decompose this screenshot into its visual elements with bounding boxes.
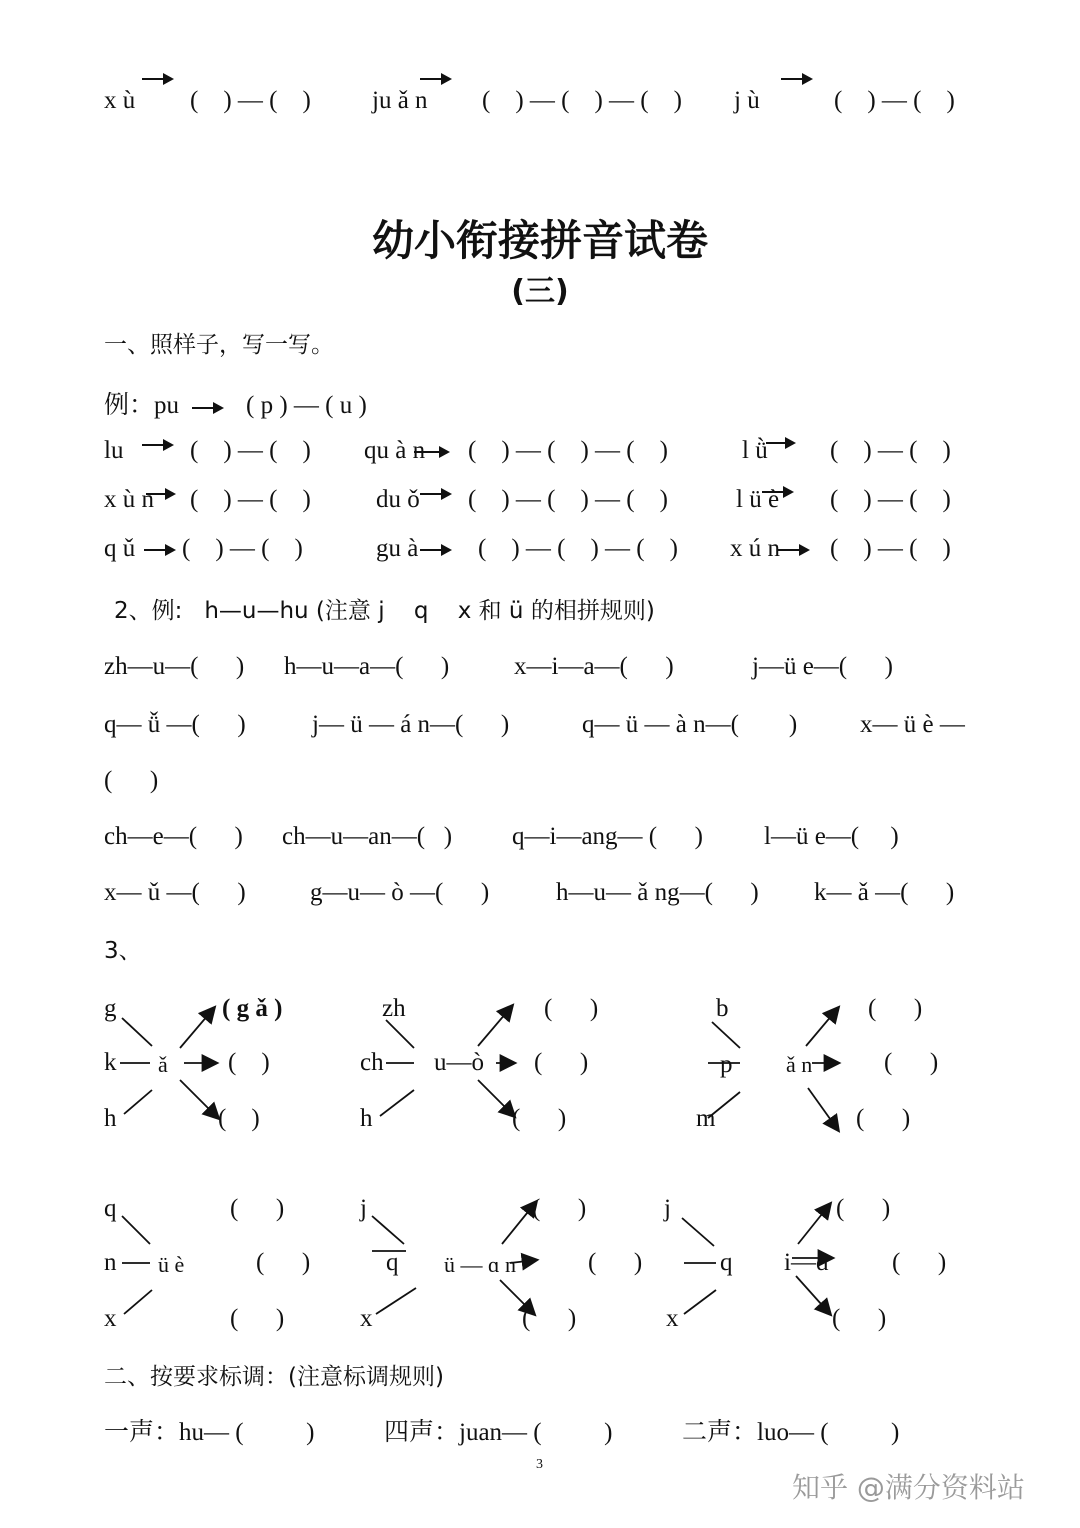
s1-r2-c1-syllable: x ù n [104, 486, 154, 513]
page-subtitle: (三) [511, 274, 569, 309]
arrow-icon [142, 444, 172, 446]
s3-g5-answer: ( ) [522, 1305, 577, 1332]
s2-item: q— ǚ —( ) [104, 711, 246, 738]
s1-r3-c3-slots: ( ) — ( ) [830, 535, 951, 562]
arrow-icon [778, 549, 808, 551]
s3-g1-final: ǎ [158, 1052, 168, 1077]
s3-g3-final: ǎ n [786, 1052, 813, 1077]
top-syllable-3: j ù [734, 87, 760, 114]
s2-item: ch—u—an—( ) [282, 823, 453, 850]
s2-item: x— ǔ —( ) [104, 879, 246, 906]
s2-item: g—u— ò —( ) [310, 879, 490, 906]
watermark: 知乎 @满分资料站 [792, 1471, 1025, 1504]
s3-g2-initial: zh [382, 995, 406, 1022]
s3-g4-final: ü è [158, 1252, 185, 1277]
s3-g6-answer: ( ) [832, 1305, 887, 1332]
s3-g1-initial: h [104, 1105, 117, 1132]
top-syllable-2: ju ǎ n [372, 87, 428, 114]
s3-g4-answer: ( ) [230, 1195, 285, 1222]
s1-r2-c3-syllable: l ü è [736, 486, 780, 513]
s4-item: 一声：hu— ( ) [104, 1419, 315, 1446]
s3-g6-initial: j [664, 1195, 671, 1222]
s3-g2-answer: ( ) [512, 1105, 567, 1132]
s2-item: j—ü e—( ) [752, 653, 893, 680]
s1-r1-c3-slots: ( ) — ( ) [830, 437, 951, 464]
arrow-icon [142, 78, 172, 80]
s3-g3-initial: m [696, 1105, 716, 1132]
s3-g3-answer: ( ) [884, 1049, 939, 1076]
s2-item: h—u— ǎ ng—( ) [556, 879, 759, 906]
top-slots-2: ( ) — ( ) — ( ) [482, 87, 682, 114]
arrow-icon [420, 78, 450, 80]
s3-g1-initial: k [104, 1049, 117, 1076]
s3-g4-answer: ( ) [256, 1249, 311, 1276]
s1-r1-c2-syllable: qu à n [364, 437, 426, 464]
s3-g4-initial: x [104, 1305, 117, 1332]
s3-g6-initial: q [720, 1249, 733, 1276]
arrow-icon [192, 407, 222, 409]
arrow-icon [766, 442, 794, 444]
s2-item: zh—u—( ) [104, 653, 245, 680]
s2-item: ( ) [104, 767, 159, 794]
s3-g1-answer: ( ) [228, 1049, 270, 1076]
arrow-icon [420, 549, 450, 551]
section3-heading: 3、 [104, 938, 142, 964]
s3-g1-answer: ( ) [218, 1105, 260, 1132]
s3-g2-answer: ( ) [544, 995, 599, 1022]
top-syllable-1: x ù [104, 87, 136, 114]
section1-heading: 一、照样子，写一写。 [104, 332, 334, 358]
s3-g6-final: i—ɑ [784, 1249, 830, 1276]
s3-g4-initial: n [104, 1249, 117, 1276]
s1-r3-c1-slots: ( ) — ( ) [182, 535, 303, 562]
s3-g5-answer: ( ) [532, 1195, 587, 1222]
top-slots-1: ( ) — ( ) [190, 87, 311, 114]
s2-item: x— ü è — [860, 711, 965, 738]
s3-g5-initial: j [360, 1195, 367, 1222]
s3-g5-initial: q [386, 1249, 399, 1276]
s3-g6-initial: x [666, 1305, 679, 1332]
example-label: 例：pu [104, 392, 180, 419]
s2-item: k— ǎ —( ) [814, 879, 955, 906]
s3-g5-final: ü — ɑ n [444, 1252, 517, 1277]
arrow-icon [414, 451, 448, 453]
s1-r2-c3-slots: ( ) — ( ) [830, 486, 951, 513]
s3-g1-answer: ( g ǎ ) [222, 995, 283, 1022]
s4-item: 二声：luo— ( ) [682, 1419, 900, 1446]
arrow-icon [144, 549, 174, 551]
s3-g6-answer: ( ) [892, 1249, 947, 1276]
s1-r3-c2-slots: ( ) — ( ) — ( ) [478, 535, 678, 562]
s2-item: q— ü — à n—( ) [582, 711, 798, 738]
s3-g3-initial: b [716, 995, 729, 1022]
arrow-icon [420, 493, 450, 495]
s1-r1-c1-syllable: lu [104, 437, 124, 464]
page-title: 幼小衔接拼音试卷 [371, 216, 708, 265]
arrow-icon [146, 493, 174, 495]
s3-g2-final: u—ò [434, 1049, 484, 1076]
section4-heading: 二、按要求标调：(注意标调规则) [104, 1364, 444, 1390]
page-number: 3 [536, 1457, 543, 1472]
s1-r2-c1-slots: ( ) — ( ) [190, 486, 311, 513]
s3-g1-initial: g [104, 995, 117, 1022]
s1-r1-c2-slots: ( ) — ( ) — ( ) [468, 437, 668, 464]
s3-g4-answer: ( ) [230, 1305, 285, 1332]
s3-g5-answer: ( ) [588, 1249, 643, 1276]
s1-r1-c3-syllable: l ǜ [742, 437, 768, 464]
s3-g2-initial: h [360, 1105, 373, 1132]
s1-r3-c3-syllable: x ú n [730, 535, 780, 562]
s3-g6-answer: ( ) [836, 1195, 891, 1222]
s3-g2-initial: ch [360, 1049, 384, 1076]
example-answer: ( p ) — ( u ) [246, 392, 367, 419]
top-slots-3: ( ) — ( ) [834, 87, 955, 114]
arrow-icon [762, 491, 792, 493]
s2-item: x—i—a—( ) [514, 653, 674, 680]
arrow-icon [781, 78, 811, 80]
s1-r3-c2-syllable: gu à [376, 535, 419, 562]
s3-g3-answer: ( ) [856, 1105, 911, 1132]
s2-item: ch—e—( ) [104, 823, 243, 850]
s1-r2-c2-slots: ( ) — ( ) — ( ) [468, 486, 668, 513]
s2-item: q—i—ang— ( ) [512, 823, 703, 850]
s1-r1-c1-slots: ( ) — ( ) [190, 437, 311, 464]
s4-item: 四声：juan— ( ) [384, 1419, 613, 1446]
s3-g2-answer: ( ) [534, 1049, 589, 1076]
section2-heading: 2、例: h—u—hu (注意 j q x 和 ü 的相拼规则) [114, 598, 655, 624]
s2-item: l—ü e—( ) [764, 823, 899, 850]
s3-g4-initial: q [104, 1195, 117, 1222]
s1-r3-c1-syllable: q ǔ [104, 535, 136, 562]
s2-item: j— ü — á n—( ) [312, 711, 510, 738]
s1-r2-c2-syllable: du ǒ [376, 486, 420, 513]
s3-g5-initial: x [360, 1305, 373, 1332]
s3-g3-initial: p [720, 1051, 733, 1078]
s3-g3-answer: ( ) [868, 995, 923, 1022]
s2-item: h—u—a—( ) [284, 653, 450, 680]
